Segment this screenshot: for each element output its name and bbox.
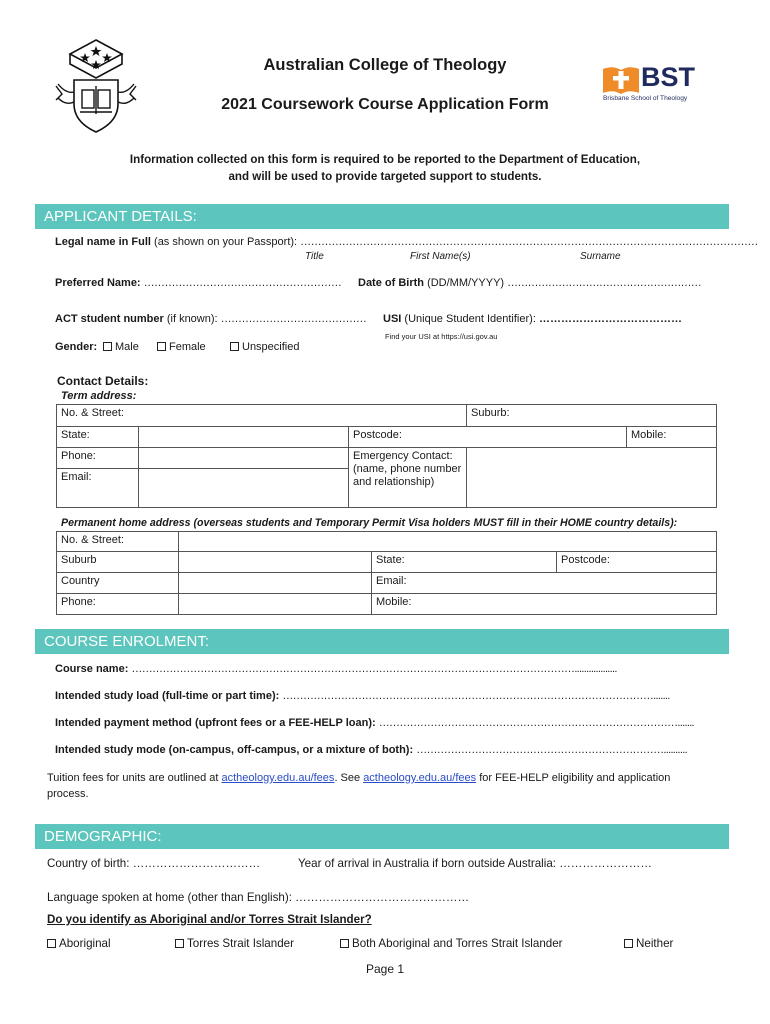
payment-method-field[interactable] <box>55 717 694 729</box>
title-caption: Title <box>305 251 324 262</box>
term-email-input[interactable] <box>139 469 349 508</box>
aboriginal-question: Do you identify as Aboriginal and/or Torres Strait Islander? <box>47 913 372 926</box>
intro-line-1: Information collected on this form is required to be reported to the Department of Education, <box>129 153 641 166</box>
gender-label: Gender: <box>55 341 98 353</box>
term-phone-input[interactable] <box>139 448 349 469</box>
study-mode-dots: ……………………………………………………………….......... <box>416 744 687 756</box>
fees-note: Tuition fees for units are outlined at actheology.edu.au/fees. See actheology.edu.au/fees for FEE-HELP eligibility and application process. <box>47 772 671 800</box>
page-title: Australian College of Theology <box>263 56 507 74</box>
fees-link-2[interactable]: actheology.edu.au/fees <box>363 772 477 784</box>
option-neither[interactable]: Neither <box>624 937 673 950</box>
perm-suburb-input[interactable] <box>179 552 372 573</box>
option-both[interactable]: Both Aboriginal and Torres Strait Islander <box>340 937 563 950</box>
applicant-details-heading: APPLICANT DETAILS: <box>35 204 729 229</box>
term-address-table <box>56 404 717 508</box>
checkbox-aboriginal[interactable] <box>47 939 56 948</box>
perm-phone-input[interactable] <box>179 594 372 615</box>
study-load-field[interactable] <box>55 690 670 702</box>
permanent-address-table <box>56 531 717 615</box>
act-number-note: (if known): <box>166 313 218 325</box>
legal-name-note: (as shown on your Passport): <box>154 236 298 248</box>
intro-line-2: and will be used to provide targeted support to students. <box>228 170 542 183</box>
college-crest-logo <box>50 36 142 136</box>
term-email-label: Email: <box>57 469 139 508</box>
term-suburb-cell[interactable]: Suburb: <box>467 405 717 427</box>
bst-cross-icon <box>603 65 639 95</box>
perm-street-label: No. & Street: <box>57 532 179 552</box>
act-number-dots: …………………………………… <box>220 313 367 325</box>
dob-field[interactable] <box>358 277 701 289</box>
form-title: 2021 Coursework Course Application Form <box>221 96 549 113</box>
perm-mobile-cell[interactable]: Mobile: <box>372 594 717 615</box>
emergency-contact-label: Emergency Contact: (name, phone number and relationship) <box>349 448 467 508</box>
perm-country-label: Country <box>57 573 179 594</box>
surname-caption: Surname <box>580 251 621 262</box>
perm-suburb-label: Suburb <box>57 552 179 573</box>
payment-method-label: Intended payment method (upfront fees or a FEE-HELP loan): <box>55 717 376 729</box>
payment-method-dots: ……………………………………………………………………………....... <box>378 717 694 729</box>
demographic-heading: DEMOGRAPHIC: <box>35 824 729 849</box>
usi-dots: ………………………………… <box>538 313 682 325</box>
country-of-birth-field[interactable]: Country of birth: …………………………… <box>47 857 261 870</box>
perm-country-input[interactable] <box>179 573 372 594</box>
emergency-contact-input[interactable] <box>467 448 717 508</box>
checkbox-female[interactable] <box>157 342 166 351</box>
checkbox-unspecified[interactable] <box>230 342 239 351</box>
term-mobile-cell[interactable]: Mobile: <box>626 427 716 448</box>
perm-street-input[interactable] <box>179 532 717 552</box>
permanent-address-heading: Permanent home address (overseas students and Temporary Permit Visa holders MUST fill in their HOME country details): <box>61 517 678 529</box>
preferred-name-dots: ………………………………………………… <box>143 277 342 289</box>
usi-note: (Unique Student Identifier): <box>404 313 536 325</box>
option-torres-strait[interactable]: Torres Strait Islander <box>175 937 294 950</box>
bst-logo-text: BST <box>641 62 695 92</box>
checkbox-torres-strait[interactable] <box>175 939 184 948</box>
term-postcode-cell[interactable]: Postcode: <box>349 427 627 448</box>
legal-name-dots: …………………………………………………………………………………………………………………… <box>300 236 758 248</box>
usi-label: USI <box>383 313 402 325</box>
perm-phone-label: Phone: <box>57 594 179 615</box>
course-enrolment-heading: COURSE ENROLMENT: <box>35 629 729 654</box>
checkbox-neither[interactable] <box>624 939 633 948</box>
legal-name-field[interactable] <box>55 236 758 248</box>
gender-unspecified-option[interactable]: Unspecified <box>230 341 299 353</box>
fees-link-1[interactable]: actheology.edu.au/fees <box>221 772 335 784</box>
study-load-label: Intended study load (full-time or part time): <box>55 690 280 702</box>
course-name-dots: ………………………………………………………………………………………………………………….................. <box>131 663 617 675</box>
dob-note: (DD/MM/YYYY) <box>427 277 505 289</box>
term-phone-label: Phone: <box>57 448 139 469</box>
first-name-caption: First Name(s) <box>410 251 471 262</box>
contact-details-heading: Contact Details: <box>57 374 149 388</box>
term-state-input[interactable] <box>139 427 349 448</box>
study-load-dots: ………………………………………………………………………………………………....... <box>282 690 670 702</box>
term-street-cell[interactable]: No. & Street: <box>57 405 467 427</box>
perm-state-cell[interactable]: State: <box>372 552 557 573</box>
act-number-label: ACT student number <box>55 313 164 325</box>
study-mode-field[interactable] <box>55 744 687 756</box>
perm-postcode-cell[interactable]: Postcode: <box>557 552 717 573</box>
legal-name-label: Legal name in Full <box>55 236 151 248</box>
preferred-name-field[interactable] <box>55 277 341 289</box>
usi-hint: Find your USI at https://usi.gov.au <box>385 332 498 341</box>
course-name-field[interactable] <box>55 663 617 675</box>
study-mode-label: Intended study mode (on-campus, off-campus, or a mixture of both): <box>55 744 414 756</box>
term-address-heading: Term address: <box>61 390 137 402</box>
intro-text <box>0 151 770 185</box>
checkbox-male[interactable] <box>103 342 112 351</box>
course-name-label: Course name: <box>55 663 129 675</box>
act-number-field[interactable] <box>55 313 366 325</box>
language-field[interactable]: Language spoken at home (other than English): ……………………………………… <box>47 891 470 904</box>
perm-email-cell[interactable]: Email: <box>372 573 717 594</box>
option-aboriginal[interactable]: Aboriginal <box>47 937 111 950</box>
dob-label: Date of Birth <box>358 277 424 289</box>
bst-logo <box>603 62 713 105</box>
checkbox-both[interactable] <box>340 939 349 948</box>
bst-logo-subtext: Brisbane School of Theology <box>603 95 688 102</box>
usi-field[interactable] <box>383 313 682 325</box>
gender-male-option[interactable]: Male <box>103 341 139 353</box>
preferred-name-label: Preferred Name: <box>55 277 141 289</box>
gender-female-option[interactable]: Female <box>157 341 206 353</box>
dob-dots: ………………………………………………… <box>507 277 701 289</box>
term-state-label: State: <box>57 427 139 448</box>
arrival-year-field[interactable]: Year of arrival in Australia if born outside Australia: …………………… <box>298 857 652 870</box>
page-number: Page 1 <box>365 962 405 976</box>
